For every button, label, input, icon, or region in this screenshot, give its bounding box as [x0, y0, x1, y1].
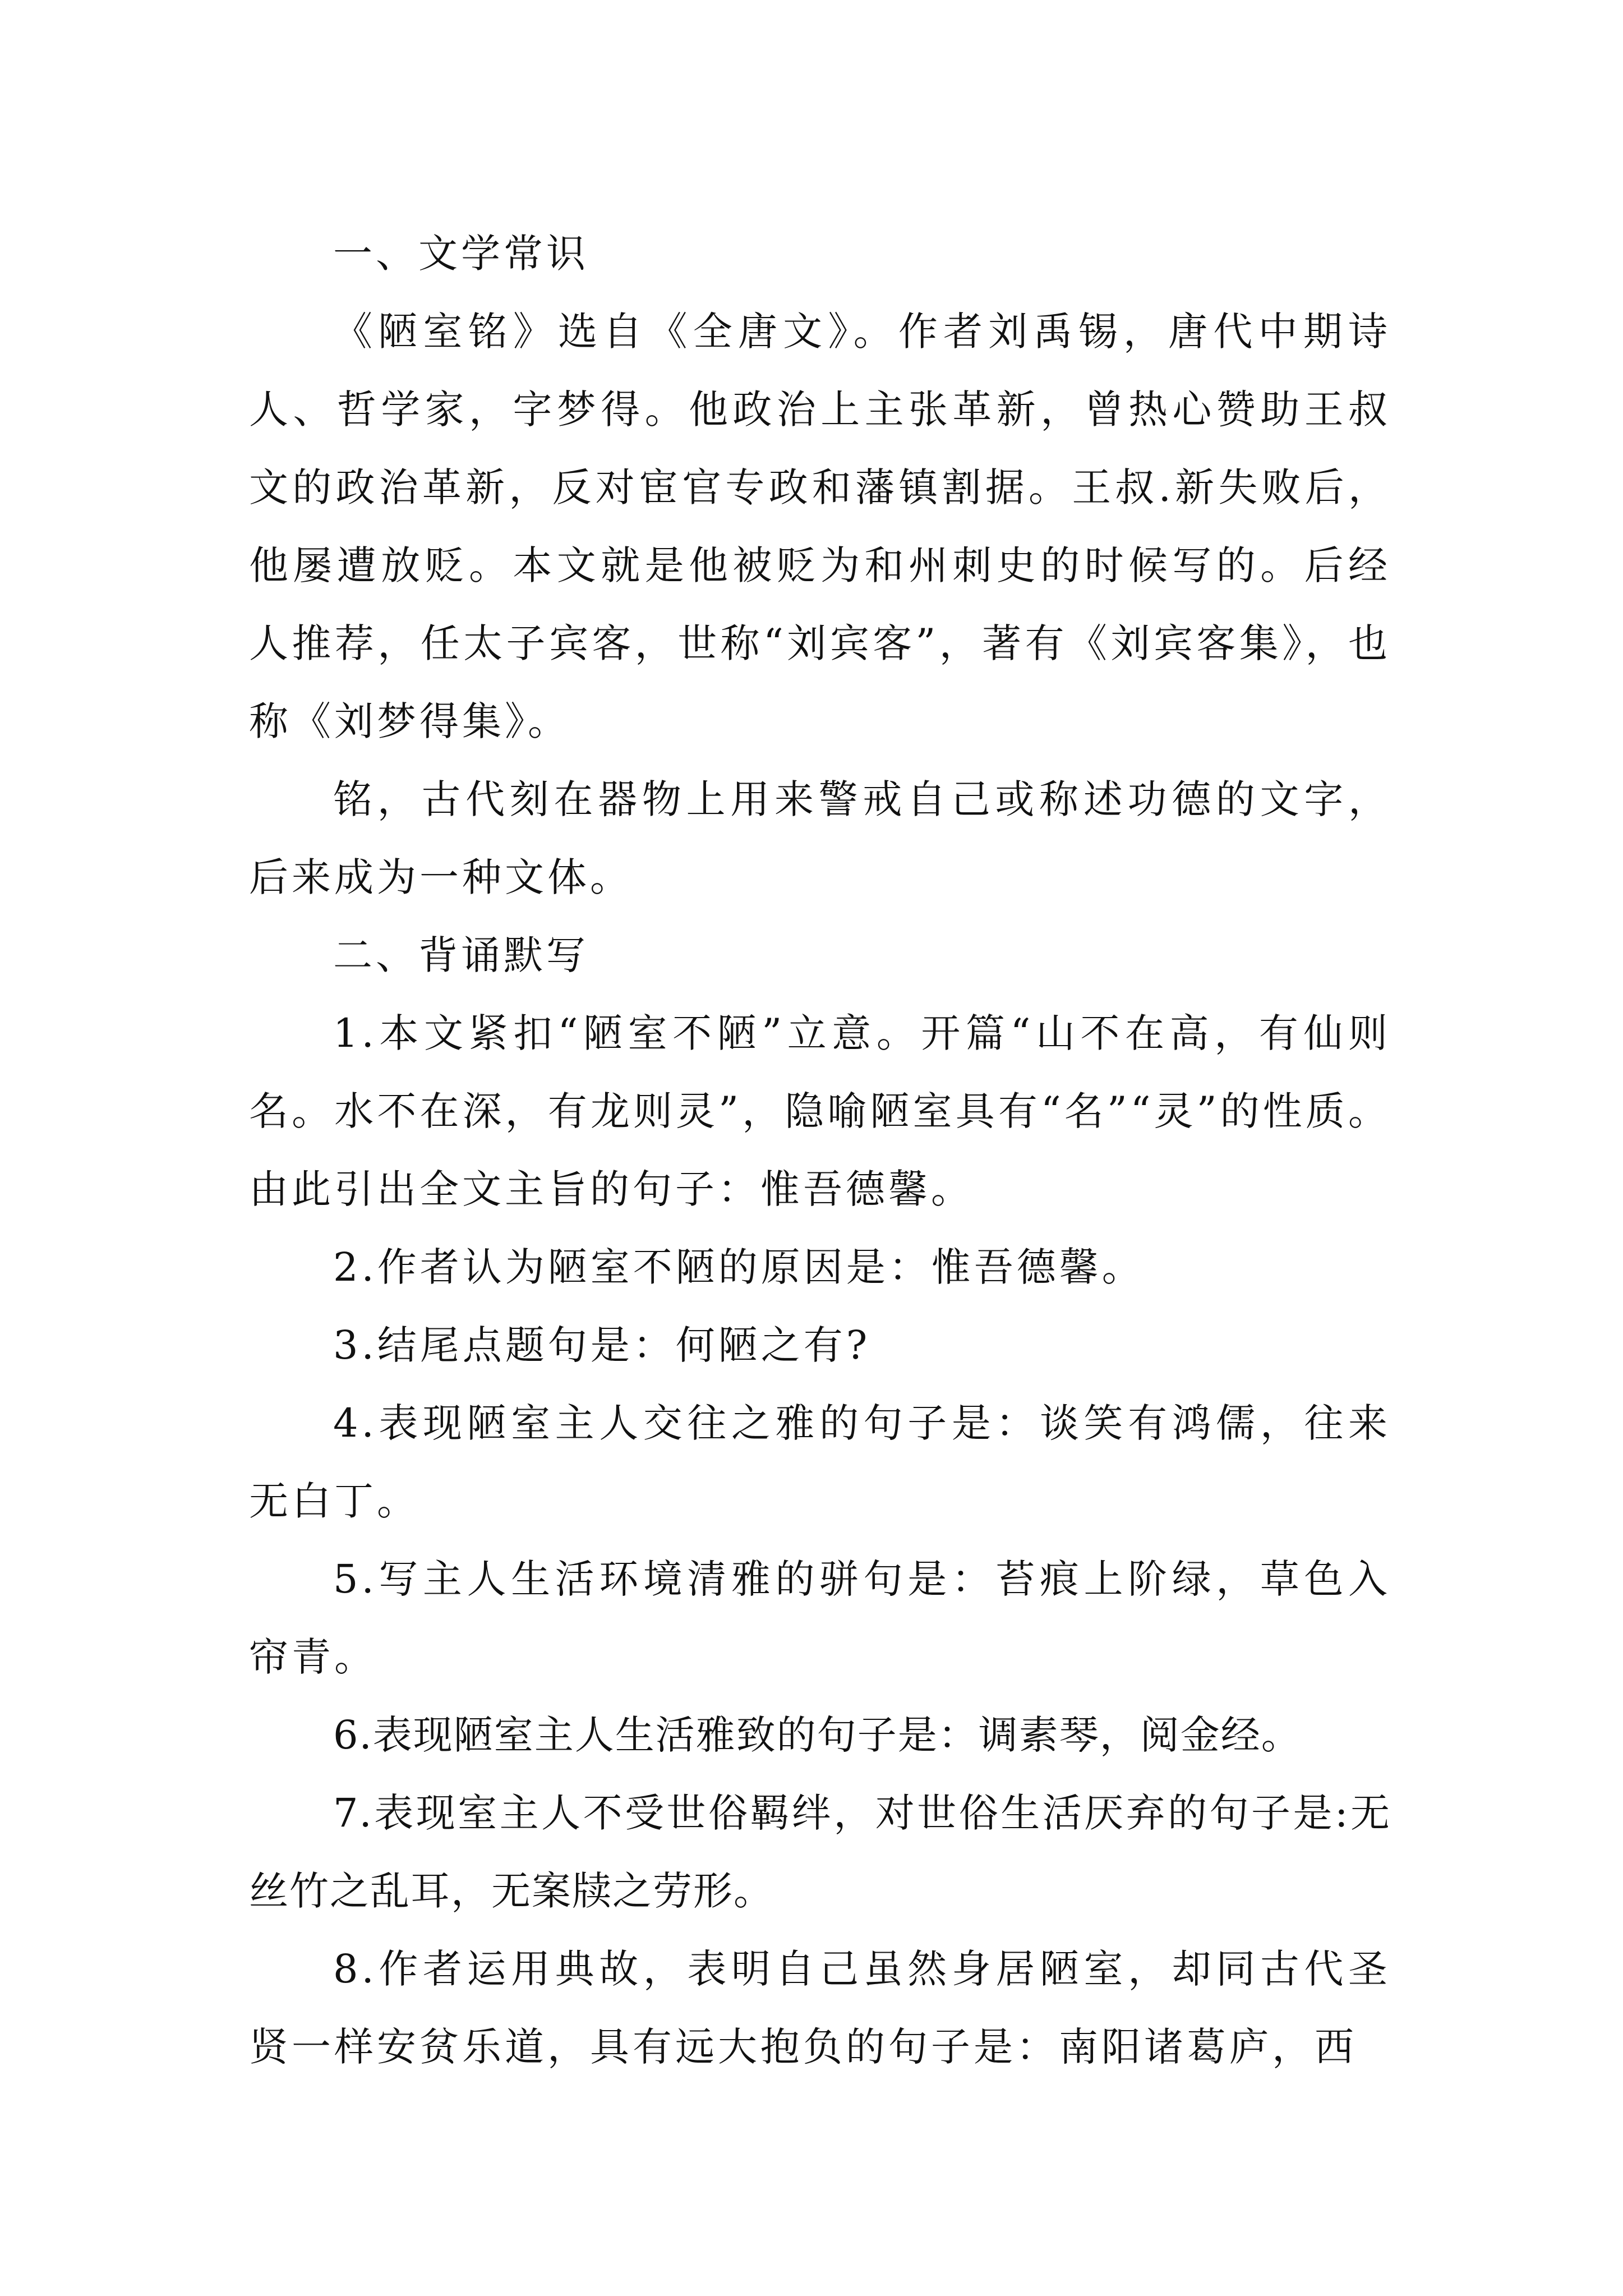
question-item-1: 1.本文紧扣“陋室不陋”立意。开篇“山不在高，有仙则名。水不在深，有龙则灵”，隐喻陋室具有“名”“灵”的性质。由此引出全文主旨的句子：惟吾德馨。 — [249, 1010, 1391, 1212]
paragraph-author-intro: 《陋室铭》选自《全唐文》。作者刘禹锡，唐代中期诗人、哲学家，字梦得。他政治上主张革新，曾热心赞助王叔文的政治革新，反对宦官专政和藩镇割据。王叔.新失败后，他屡遭放贬。本文就是他被贬为和州刺史的时候写的。后经人推荐，任太子宾客，世称“刘宾客”，著有《刘宾客集》，也称《刘梦得集》。 — [249, 309, 1391, 744]
section-heading-recitation: 二、背诵默写 — [333, 932, 589, 978]
question-item-3: 3.结尾点题句是：何陋之有? — [333, 1322, 871, 1368]
question-item-5: 5.写主人生活环境清雅的骈句是：苔痕上阶绿，草色入帘青。 — [249, 1556, 1391, 1680]
question-item-4: 4.表现陋室主人交往之雅的句子是：谈笑有鸿儒，往来无白丁。 — [249, 1400, 1391, 1524]
question-item-6: 6.表现陋室主人生活雅致的句子是：调素琴，阅金经。 — [333, 1712, 1302, 1758]
section-heading-literary-knowledge: 一、文学常识 — [333, 231, 589, 277]
question-item-7: 7.表现室主人不受世俗羁绊，对世俗生活厌弃的句子是:无丝竹之乱耳，无案牍之劳形。 — [249, 1790, 1391, 1914]
question-item-2: 2.作者认为陋室不陋的原因是：惟吾德馨。 — [333, 1244, 1145, 1290]
document-body — [249, 215, 1391, 2086]
paragraph-ming-definition: 铭，古代刻在器物上用来警戒自己或称述功德的文字，后来成为一种文体。 — [249, 776, 1391, 900]
question-item-8: 8.作者运用典故，表明自己虽然身居陋室，却同古代圣贤一样安贫乐道，具有远大抱负的句子是：南阳诸葛庐，西 — [249, 1946, 1391, 2070]
